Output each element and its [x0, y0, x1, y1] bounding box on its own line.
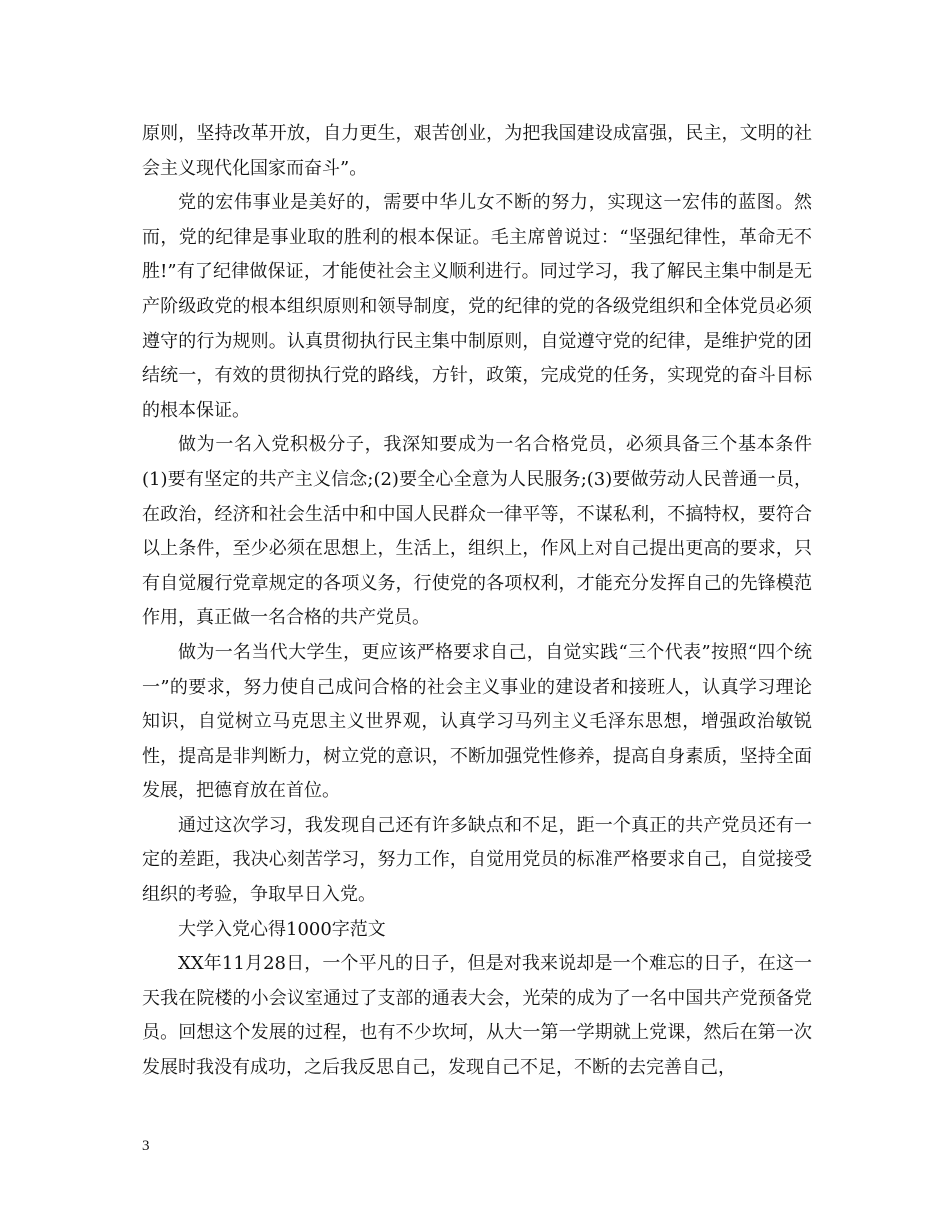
paragraph-2: 党的宏伟事业是美好的，需要中华儿女不断的努力，实现这一宏伟的蓝图。然而，党的纪律是事业取的胜利的根本保证。毛主席曾说过：“坚强纪律性，革命无不胜!”有了纪律做保证，才能使社会主义顺利进行。同过学习，我了解民主集中制是无产阶级政党的根本组织原则和领导制度，党的纪律的党的各级党组织和全体党员必须遵守的行为规则。认真贯彻执行民主集中制原则，自觉遵守党的纪律，是维护党的团结统一，有效的贯彻执行党的路线，方针，政策，完成党的任务，实现党的奋斗目标的根本保证。: [142, 192, 812, 421]
body-text: [142, 117, 812, 1086]
page-number: 3: [142, 1138, 150, 1154]
paragraph-5: 通过这次学习，我发现自己还有许多缺点和不足，距一个真正的共产党员还有一定的差距，我决心刻苦学习，努力工作，自觉用党员的标准严格要求自己，自觉接受组织的考验，争取早日入党。: [142, 814, 812, 906]
paragraph-3: 做为一名入党积极分子，我深知要成为一名合格党员，必须具备三个基本条件(1)要有坚定的共产主义信念;(2)要全心全意为人民服务;(3)要做劳动人民普通一员，在政治，经济和社会生活中和中国人民群众一律平等，不谋私利，不搞特权，要符合以上条件，至少必须在思想上，生活上，组织上，作风上对自己提出更高的要求，只有自觉履行党章规定的各项义务，行使党的各项权利，才能充分发挥自己的先锋模范作用，真正做一名合格的共产党员。: [142, 434, 812, 629]
paragraph-4: 做为一名当代大学生，更应该严格要求自己，自觉实践“三个代表”按照“四个统一”的要求，努力使自己成问合格的社会主义事业的建设者和接班人，认真学习理论知识，自觉树立马克思主义世界观，认真学习马列主义毛泽东思想，增强政治敏锐性，提高是非判断力，树立党的意识，不断加强党性修养，提高自身素质，坚持全面发展，把德育放在首位。: [142, 641, 812, 802]
paragraph-1: 原则，坚持改革开放，自力更生，艰苦创业，为把我国建设成富强，民主，文明的社会主义现代化国家而奋斗”。: [142, 123, 812, 179]
paragraph-7: XX年11月28日，一个平凡的日子，但是对我来说却是一个难忘的日子，在这一天我在院楼的小会议室通过了支部的通表大会，光荣的成为了一名中国共产党预备党员。回想这个发展的过程，也有不少坎坷，从大一第一学期就上党课，然后在第一次发展时我没有成功，之后我反思自己，发现自己不足，不断的去完善自己，: [142, 953, 812, 1079]
section-heading: 大学入党心得1000字范文: [178, 918, 386, 940]
